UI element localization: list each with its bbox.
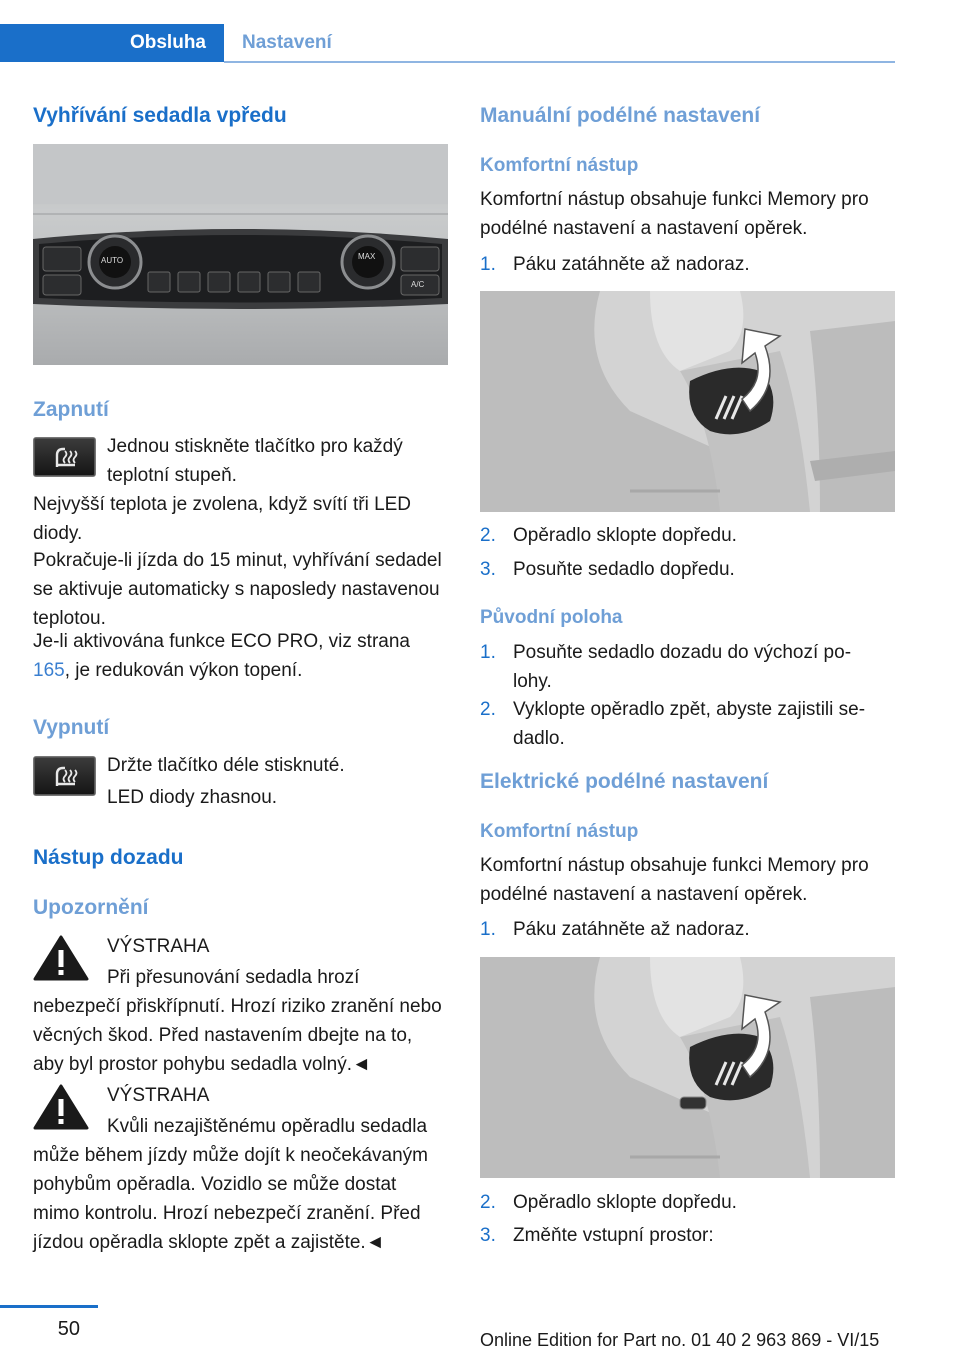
warning-1-title: VÝSTRAHA xyxy=(107,936,210,957)
comfort-entry-1-text: Komfortní nástup obsahuje funkci Memory pro podélné nastavení a nastavení opěrek. xyxy=(480,189,869,239)
climate-panel-image xyxy=(33,144,448,365)
ac-button-label: A/C xyxy=(411,280,425,289)
heading-comfort-entry-2: Komfortní nástup xyxy=(480,821,639,842)
edition-footer: Online Edition for Part no. 01 40 2 963 869 - VI/15 xyxy=(480,1330,880,1350)
tab-nastaveni[interactable] xyxy=(224,24,332,62)
step-number: 2. xyxy=(480,1192,496,1213)
warning-1-text: Při přesunování sedadla hrozí nebezpečí přiskřípnutí. Hrozí riziko zranění nebo věcných škod. Před nastavením dbejte na to, aby byl prostor pohybu sedadla volný.◄ xyxy=(33,967,442,1075)
tab-obsluha-label: Obsluha xyxy=(129,32,206,53)
manual-step-2: Opěradlo sklopte dopředu. xyxy=(513,525,737,546)
footer-rule xyxy=(0,1305,98,1308)
warning-2-text: Kvůli nezajištěnému opěradlu sedadla může během jízdy může dojít k neočekávaným pohybům opěradla. Vozidlo se může dostat mimo kontrolu. Hrozí nebezpečí zranění. Před jízdou opěradla sklopte zpět a zajistěte.◄ xyxy=(33,1116,428,1253)
manual-step-3: Posuňte sedadlo dopředu. xyxy=(513,559,735,580)
max-button-label: MAX xyxy=(358,252,376,261)
electric-step-3: Změňte vstupní prostor: xyxy=(513,1225,714,1246)
step-number: 1. xyxy=(480,254,496,275)
auto-button-label: AUTO xyxy=(101,256,124,265)
page-number: 50 xyxy=(57,1318,80,1340)
off-instruction: Držte tlačítko déle stisknuté. xyxy=(107,755,345,776)
heading-zapnuti: Zapnutí xyxy=(33,398,109,421)
seat-lever-image-2 xyxy=(480,957,895,1178)
step-number: 3. xyxy=(480,559,496,580)
step-number: 2. xyxy=(480,699,496,720)
eco-pro-text-end: , je redukován výkon topení. xyxy=(64,660,303,681)
original-step-1: Posuňte sedadlo dozadu do výchozí polohy. xyxy=(513,642,852,692)
comfort-entry-2-text: Komfortní nástup obsahuje funkci Memory pro podélné nastavení a nastavení opěrek. xyxy=(480,855,869,905)
seat-lever-illustration-1 xyxy=(480,291,895,512)
warning-2-title: VÝSTRAHA xyxy=(107,1085,210,1106)
heading-original-position: Původní poloha xyxy=(480,607,623,628)
heading-upozorneni: Upozornění xyxy=(33,896,149,919)
seat-lever-illustration-2 xyxy=(480,957,895,1178)
step-number: 1. xyxy=(480,919,496,940)
paragraph-max-temp: Nejvyšší teplota je zvolena, když svítí tři LED diody. xyxy=(33,494,412,544)
section-tabs xyxy=(0,24,895,62)
electric-step-1: Páku zatáhněte až nadoraz. xyxy=(513,919,750,940)
seat-heating-off-icon xyxy=(33,756,96,796)
heading-manual-adjust: Manuální podélné nastavení xyxy=(480,104,761,127)
original-step-2: Vyklopte opěradlo zpět, abyste zajistili sedadlo. xyxy=(513,699,866,749)
step-number: 1. xyxy=(480,642,496,663)
heading-comfort-entry-1: Komfortní nástup xyxy=(480,155,639,176)
step-number: 2. xyxy=(480,525,496,546)
tab-nastaveni-label: Nastavení xyxy=(242,32,332,53)
off-led-info: LED diody zhasnou. xyxy=(107,787,278,808)
climate-panel-illustration xyxy=(33,144,448,365)
heading-vypnuti: Vypnutí xyxy=(33,716,110,739)
paragraph-auto-reactivation: Pokračuje-li jízda do 15 minut, vyhřívání sedadel se aktivuje automaticky s naposledy nastavenou teplotou. xyxy=(33,550,442,629)
page-link-165[interactable]: 165 xyxy=(33,660,65,681)
electric-step-2: Opěradlo sklopte dopředu. xyxy=(513,1192,737,1213)
manual-step-1: Páku zatáhněte až nadoraz. xyxy=(513,254,750,275)
seat-heating-icon xyxy=(33,437,96,477)
eco-pro-text: Je-li aktivována funkce ECO PRO, viz strana xyxy=(33,631,410,652)
heading-nastup-dozadu: Nástup dozadu xyxy=(33,846,184,869)
seat-lever-image-1 xyxy=(480,291,895,512)
section-title-seat-heating: Vyhřívání sedadla vpředu xyxy=(33,104,287,127)
tab-obsluha[interactable] xyxy=(0,24,224,62)
step-number: 3. xyxy=(480,1225,496,1246)
tab-underline xyxy=(224,61,895,63)
on-instruction: Jednou stiskněte tlačítko pro každý teplotní stupeň. xyxy=(107,436,403,486)
paragraph-eco-pro xyxy=(33,627,448,685)
heading-electric-adjust: Elektrické podélné nastavení xyxy=(480,770,769,793)
